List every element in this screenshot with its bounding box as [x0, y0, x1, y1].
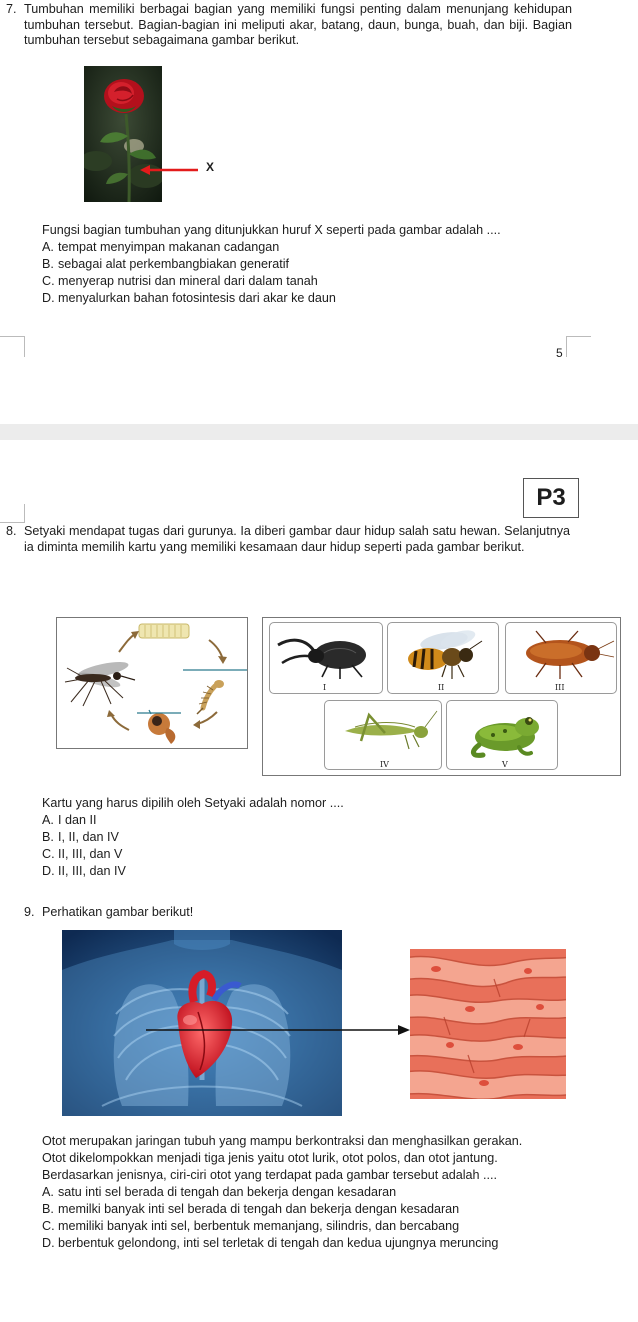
q9-option-a[interactable] [42, 1185, 396, 1201]
rose-plant-image [84, 66, 162, 202]
option-text: memilki banyak inti sel berada di tengah dan bekerja dengan kesadaran [58, 1202, 460, 1216]
option-key: A. [42, 1185, 54, 1199]
q9-option-b[interactable] [42, 1202, 459, 1218]
option-key: D. [42, 291, 55, 305]
cardiac-muscle-image [410, 949, 566, 1099]
crop-mark-left-2 [0, 504, 25, 523]
q9-paragraph-2: Otot dikelompokkan menjadi tiga jenis yaitu otot lurik, otot polos, dan otot jantung. [42, 1151, 498, 1165]
mosquito-life-cycle-image [56, 617, 248, 749]
option-text: II, III, dan IV [58, 864, 126, 878]
page-number: 5 [556, 346, 563, 360]
q8-stem: Setyaki mendapat tugas dari gurunya. Ia diberi gambar daur hidup salah satu hewan. Selanjutnya ia diminta memilih kartu yang memiliki kesamaan daur hidup seperti pada gambar berikut. [24, 524, 570, 554]
q8-number: 8. [6, 524, 17, 538]
option-text: berbentuk gelondong, inti sel terletak di tengah dan kedua ujungnya meruncing [58, 1236, 499, 1250]
option-text: tempat menyimpan makanan cadangan [58, 240, 280, 254]
q7-option-a[interactable] [42, 240, 279, 256]
option-key: D. [42, 1236, 55, 1250]
option-text: menyalurkan bahan fotosintesis dari akar ke daun [58, 291, 336, 305]
q9-paragraph-3: Berdasarkan jenisnya, ciri-ciri otot yang terdapat pada gambar tersebut adalah .... [42, 1168, 498, 1182]
q9-stem: Perhatikan gambar berikut! [42, 905, 194, 919]
q9-paragraph-1: Otot merupakan jaringan tubuh yang mampu berkontraksi dan menghasilkan gerakan. [42, 1134, 523, 1148]
heart-anatomy-image [62, 930, 342, 1116]
option-key: C. [42, 847, 55, 861]
q8-option-b[interactable] [42, 830, 119, 846]
option-text: II, III, dan V [58, 847, 123, 861]
option-key: A. [42, 240, 54, 254]
q9-number: 9. [24, 905, 35, 919]
q7-number: 7. [6, 2, 17, 16]
option-key: C. [42, 274, 55, 288]
q7-option-d[interactable] [42, 291, 336, 307]
card-label: V [502, 760, 508, 769]
card-label: II [438, 683, 445, 692]
q7-option-b[interactable] [42, 257, 289, 273]
crop-mark-left [0, 336, 25, 357]
q7-question: Fungsi bagian tumbuhan yang ditunjukkan huruf X seperti pada gambar adalah .... [42, 223, 501, 237]
q9-option-c[interactable] [42, 1219, 459, 1235]
q8-option-c[interactable] [42, 847, 122, 863]
q9-option-d[interactable] [42, 1236, 498, 1252]
card-label: IV [380, 760, 389, 769]
option-key: B. [42, 1202, 54, 1216]
option-key: D. [42, 864, 55, 878]
page-break-band [0, 424, 638, 440]
option-key: C. [42, 1219, 55, 1233]
option-text: I, II, dan IV [58, 830, 119, 844]
card-label: III [555, 683, 565, 692]
crop-mark-right [566, 336, 591, 357]
q8-option-d[interactable] [42, 864, 126, 880]
pointer-arrow-icon [140, 160, 200, 176]
label-x: X [206, 160, 215, 174]
q8-option-a[interactable] [42, 813, 97, 829]
option-key: A. [42, 813, 54, 827]
section-code: P3 [536, 484, 566, 511]
option-text: memiliki banyak inti sel, berbentuk memanjang, silindris, dan bercabang [58, 1219, 460, 1233]
option-key: B. [42, 257, 54, 271]
option-text: satu inti sel berada di tengah dan bekerja dengan kesadaran [58, 1185, 397, 1199]
pointer-arrow-icon [146, 1024, 410, 1036]
q7-stem: Tumbuhan memiliki berbagai bagian yang memiliki fungsi penting dalam menunjang kehidupan tumbuhan tersebut. Bagian-bagian ini meliputi akar, batang, daun, bunga, buah, dan biji. Bagian tumbuhan tersebut sebagaimana gambar berikut. [24, 2, 572, 48]
option-text: I dan II [58, 813, 97, 827]
q8-question: Kartu yang harus dipilih oleh Setyaki adalah nomor .... [42, 796, 344, 810]
option-key: B. [42, 830, 54, 844]
card-label: I [323, 683, 327, 692]
option-text: sebagai alat perkembangbiakan generatif [58, 257, 290, 271]
q7-option-c[interactable] [42, 274, 318, 290]
section-code-box [523, 478, 579, 518]
option-text: menyerap nutrisi dan mineral dari dalam tanah [58, 274, 318, 288]
